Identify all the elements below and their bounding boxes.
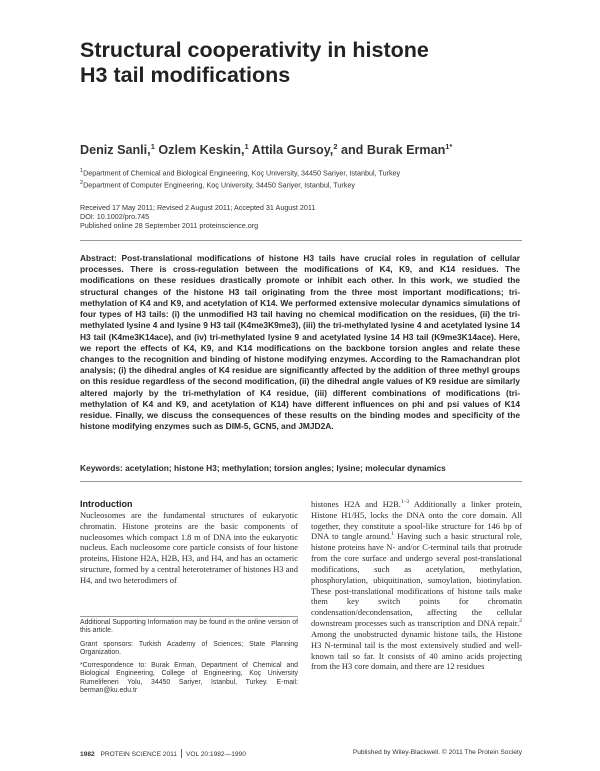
footnote-correspondence: *Correspondence to: Burak Erman, Department of Chemical and Biological Engineering, College of Engineering, Koç University Rumelifeneri Yolu, 34450 Sariyer, Istanbul, Turkey. E-mail: berman@ku.edu.tr xyxy=(80,662,298,695)
author-affil-marker: 1 xyxy=(150,142,155,151)
citation: 2 xyxy=(519,618,522,625)
author-affil-marker: 1 xyxy=(244,142,249,151)
divider xyxy=(80,481,522,482)
volume-info: VOL 20:1982—1990 xyxy=(185,751,246,758)
author-affil-marker: 2 xyxy=(333,142,338,151)
affiliation-marker: 2 xyxy=(80,180,84,186)
author-name: Deniz Sanli, xyxy=(80,143,151,158)
author-affil-marker: 1* xyxy=(445,142,453,151)
intro-text: Among the unobstructed dynamic histone tails, the Histone H3 N-terminal tail is the most extensively studied and well-known tail so far. It consists of 40 amino acids projecting from the H3 core domain, and there are 12 residues xyxy=(311,628,522,672)
keywords: Keywords: acetylation; histone H3; methylation; torsion angles; lysine; molecular dynamics xyxy=(80,463,446,473)
author-name: and Burak Erman xyxy=(340,143,446,158)
divider xyxy=(80,240,522,241)
footnote-grant: Grant sponsors: Turkish Academy of Sciences; State Planning Organization. xyxy=(80,640,298,656)
intro-text: Having such a basic structural role, histone proteins have N- and/or C-terminal tails that protrude from the core surface and undergo several post-translational modifications, such as acetylation, methylation, phosphorylation, ubiquitination, sumoylation, biotinylation. These post-translational modifications of histone tails make them key switch points for chromatin condensation/decondensation, affecting the cellular downstream processes such as transcription and DNA repair. xyxy=(311,531,522,629)
affiliation-text: Department of Computer Engineering, Koç University, 34450 Sariyer, Istanbul, Turkey xyxy=(83,180,355,190)
affiliation-2 xyxy=(80,178,560,190)
publication-dates xyxy=(80,203,560,231)
author-list xyxy=(80,142,560,157)
publisher-line: Published by Wiley-Blackwell. © 2011 The Protein Society xyxy=(352,749,522,756)
intro-left-column xyxy=(80,498,298,586)
page-number: 1982 xyxy=(80,751,95,758)
article-title xyxy=(80,38,560,88)
affiliation-text: Department of Chemical and Biological Engineering, Koç University, 34450 Sariyer, Istanbul, Turkey xyxy=(83,168,401,178)
citation: 1–3 xyxy=(400,499,410,506)
footnote-divider xyxy=(80,616,298,617)
footnotes xyxy=(80,619,298,700)
affiliation-1 xyxy=(80,166,560,178)
doi: DOI: 10.1002/pro.745 xyxy=(80,212,150,222)
footer-separator xyxy=(181,749,182,758)
title-line-1: Structural cooperativity in histone xyxy=(80,38,429,62)
intro-text: histones H2A and H2B. xyxy=(311,499,401,509)
title-line-2: H3 tail modifications xyxy=(80,63,291,87)
published-online: Published online 28 September 2011 proteinscience.org xyxy=(80,221,259,231)
section-heading: Introduction xyxy=(80,499,133,509)
footnote-supporting-info: Additional Supporting Information may be found in the online version of this article. xyxy=(80,619,298,635)
intro-paragraph: Nucleosomes are the fundamental structures of eukaryotic chromatin. Histone proteins are the basic components of nucleosomes which compact 1.8 m of DNA into the eukaryotic nucleus. Each nucleosome core particle consists of four histone proteins, Histone H2A, H2B, H3, and H4, and has an octameric structure, formed by a central heterotetramer of histones H3 and H4, and two heterodimers of xyxy=(80,510,298,585)
abstract: Abstract: Post-translational modifications of histone H3 tails have crucial roles in regulation of cellular processes. There is cross-regulation between the modifications of K4, K9, and K14 residues. The modifications on these residues drastically promote or inhibit each other. In this work, we studied the structural changes of the histone H3 tail originating from the three most important modifications; tri-methylation of K4 and K9, and acetylation of K14. We performed extensive molecular dynamics simulations of four types of H3 tails: (i) the unmodified H3 tail having no chemical modification on the residues, (ii) the tri-methylated lysine 4 and lysine 9 H3 tail (K4me3K9me3), (iii) the tri-methylated lysine 4 and acetylated lysine 14 H3 tail (K4me3K14ace), and (iv) tri-methylated lysine 9 and acetylated lysine 14 H3 tail (K9me3K14ace). Here, we report the effects of K4, K9, and K14 modifications on the backbone torsion angles and relate these changes to the recognition and binding of histone modifying enzymes. According to the Ramachandran plot analysis; (i) the dihedral angles of K4 residue are significantly affected by the addition of three methyl groups on this residue regardless of the second modification, (ii) the dihedral angle values of K9 residue are similarly altered majorly by the tri-methylation of K4 residue, (iii) different combinations of modifications (tri-methylation of K4 and K9, and acetylation of K14) have different influences on phi and psi values of K14 residue. Finally, we discuss the consequences of these results on the binding modes and specificity of the histone modifying enzymes such as DIM-5, GCN5, and JMJD2A. xyxy=(80,253,520,432)
author-name: Attila Gursoy, xyxy=(251,143,334,158)
intro-right-column xyxy=(311,499,522,672)
affiliation-marker: 1 xyxy=(80,168,84,174)
journal-name: PROTEIN SCIENCE 2011 xyxy=(100,751,177,758)
intro-text: Additionally a linker protein, Histone H1/H5, locks the DNA onto the core domain. All together, they constitute a spool-like structure for 146 bp of DNA to tangle around. xyxy=(311,499,522,542)
received-dates: Received 17 May 2011; Revised 2 August 2011; Accepted 31 August 2011 xyxy=(80,203,316,212)
citation: 1 xyxy=(391,531,395,538)
page-footer xyxy=(80,749,522,761)
author-name: Ozlem Keskin, xyxy=(158,143,245,158)
